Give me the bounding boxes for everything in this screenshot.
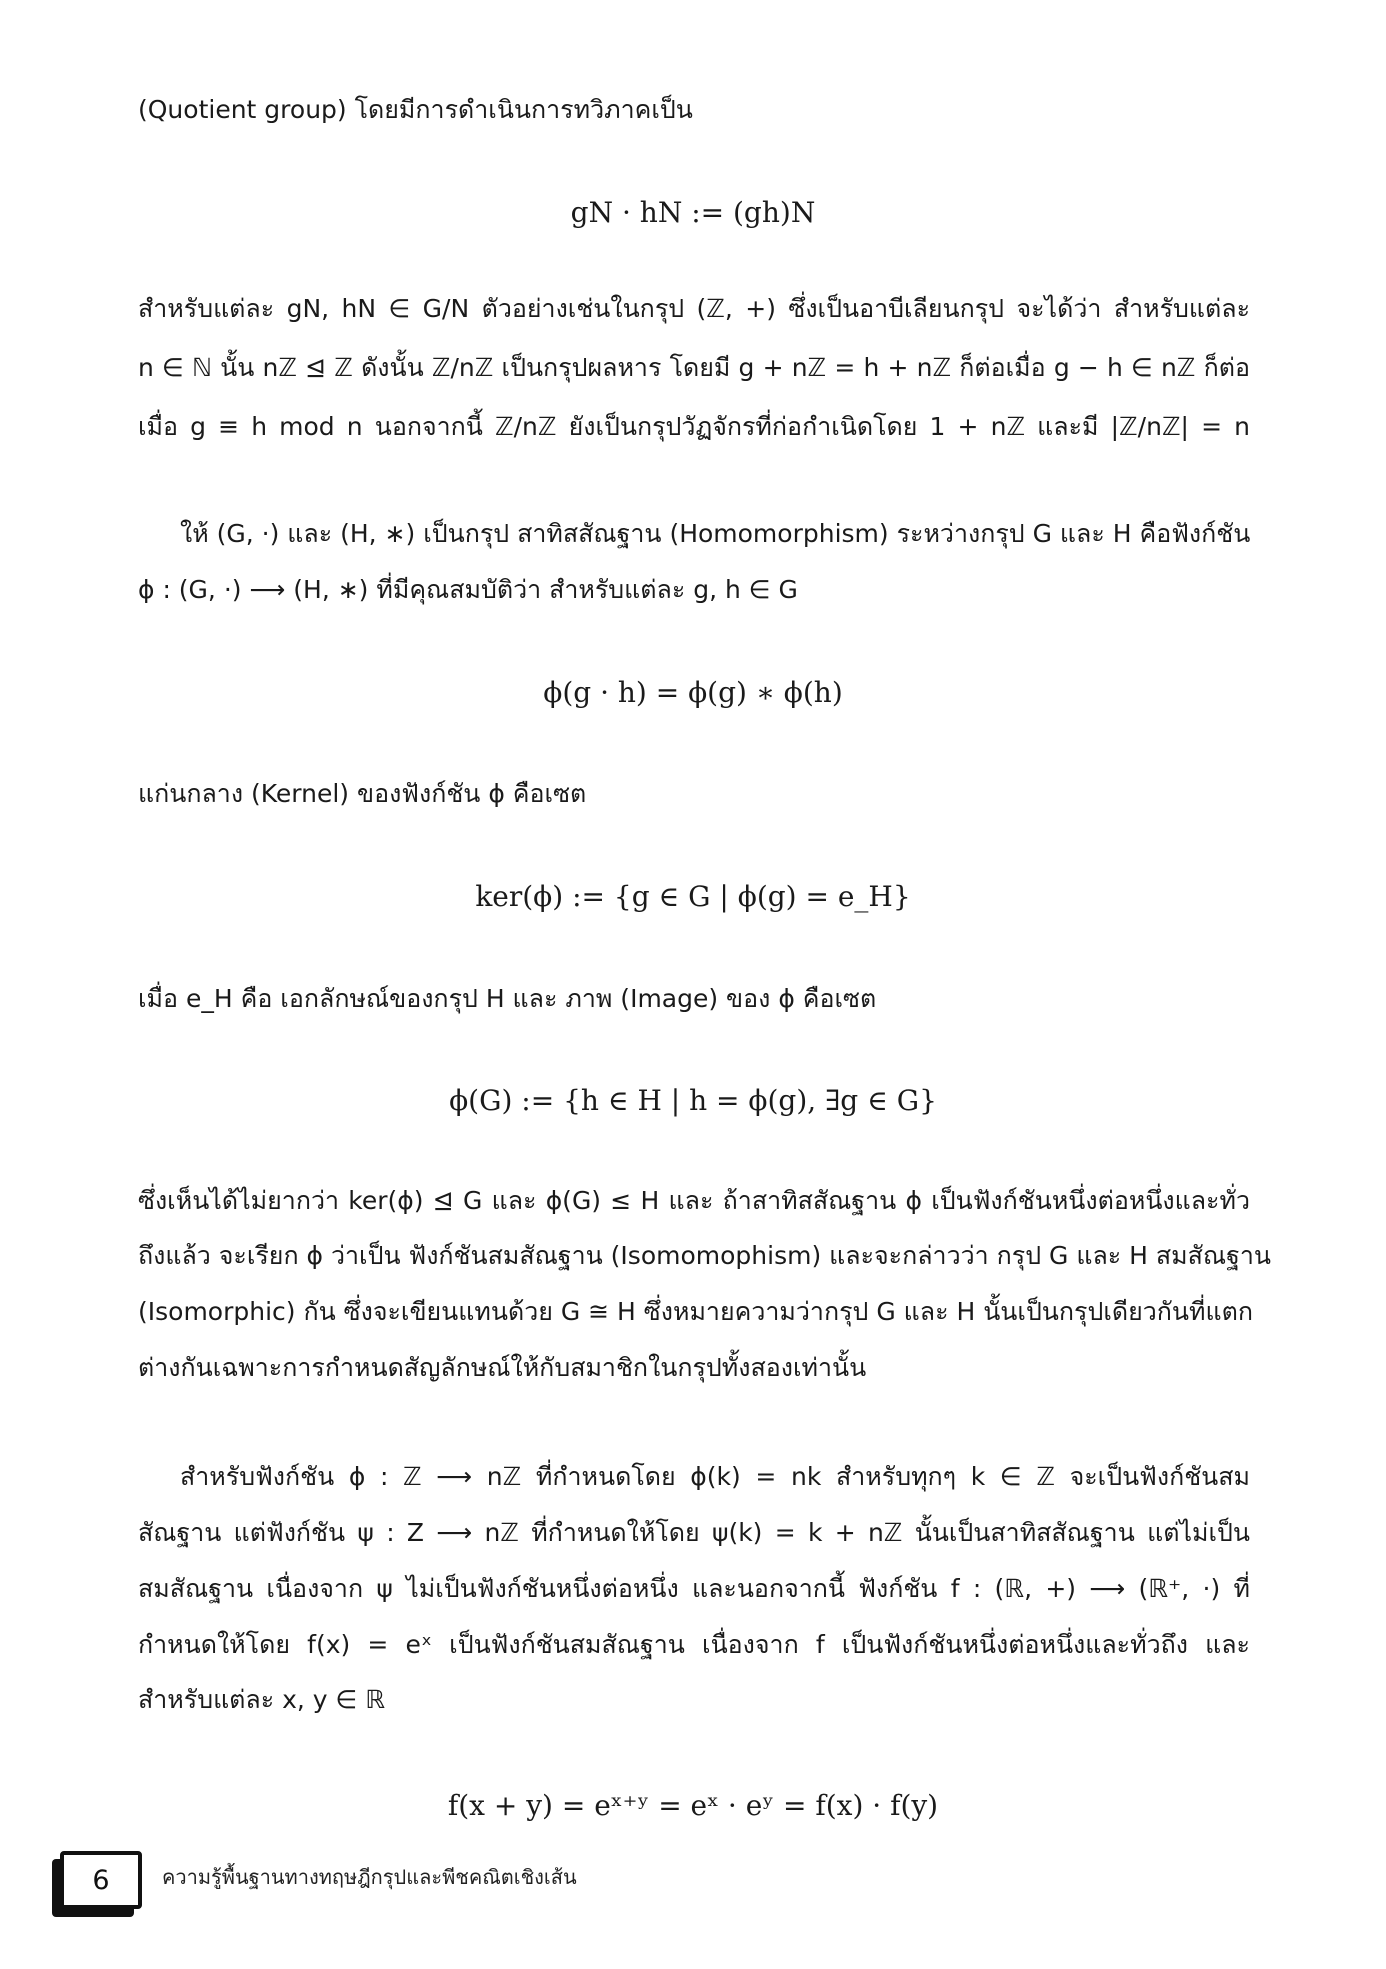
text-line: ϕ : (G, ·) ⟶ (H, ∗) ที่มีคุณสมบัติว่า สำหรับแต่ละ g, h ∈ G <box>138 575 798 604</box>
footer-book-title: ความรู้พื้นฐานทางทฤษฎีกรุปและพีชคณิตเชิงเส้น <box>162 1865 577 1889</box>
text-line: (Quotient group) โดยมีการดำเนินการทวิภาคเป็น <box>138 95 693 124</box>
equation-coset-product: gN · hN := (gh)N <box>570 196 816 229</box>
equation-image: ϕ(G) := {h ∈ H | h = ϕ(g), ∃g ∈ G} <box>449 1084 937 1117</box>
text-line: ซึ่งเห็นได้ไม่ยากว่า ker(ϕ) ⊴ G และ ϕ(G) ≤ H และ ถ้าสาทิสสัณฐาน ϕ เป็นฟังก์ชันหนึ่งต่อหนึ่งและทั่ว <box>138 1186 1250 1215</box>
page-number: 6 <box>60 1851 142 1909</box>
text-line: n ∈ ℕ นั้น nℤ ⊴ ℤ ดังนั้น ℤ/nℤ เป็นกรุปผลหาร โดยมี g + nℤ = h + nℤ ก็ต่อเมื่อ g − h ∈ nℤ ก็ต่อ <box>138 353 1250 382</box>
equation-exponential: f(x + y) = eˣ⁺ʸ = eˣ · eʸ = f(x) · f(y) <box>447 1789 939 1822</box>
equation-kernel: ker(ϕ) := {g ∈ G | ϕ(g) = e_H} <box>475 880 911 913</box>
text-line: แก่นกลาง (Kernel) ของฟังก์ชัน ϕ คือเซต <box>138 779 587 808</box>
text-line: (Isomorphic) กัน ซึ่งจะเขียนแทนด้วย G ≅ H ซึ่งหมายความว่ากรุป G และ H นั้นเป็นกรุปเดียวกันที่แตก <box>138 1297 1253 1326</box>
text-line: ถึงแล้ว จะเรียก ϕ ว่าเป็น ฟังก์ชันสมสัณฐาน (Isomomophism) และจะกล่าวว่า กรุป G และ H สมสัณฐาน <box>138 1241 1272 1270</box>
text-line: สำหรับแต่ละ x, y ∈ ℝ <box>138 1685 386 1714</box>
text-line: สัณฐาน แต่ฟังก์ชัน ψ : Z ⟶ nℤ ที่กำหนดให้โดย ψ(k) = k + nℤ นั้นเป็นสาทิสสัณฐาน แต่ไม่เป็น <box>138 1518 1250 1547</box>
text-line: เมื่อ g ≡ h mod n นอกจากนี้ ℤ/nℤ ยังเป็นกรุปวัฏจักรที่ก่อกำเนิดโดย 1 + nℤ และมี |ℤ/nℤ| = n <box>138 412 1250 441</box>
text-line: ให้ (G, ·) และ (H, ∗) เป็นกรุป สาทิสสัณฐาน (Homomorphism) ระหว่างกรุป G และ H คือฟังก์ชัน <box>180 519 1251 548</box>
text-line: สำหรับแต่ละ gN, hN ∈ G/N ตัวอย่างเช่นในกรุป (ℤ, +) ซึ่งเป็นอาบีเลียนกรุป จะได้ว่า สำหรับแต่ละ <box>138 294 1250 323</box>
text-line: กำหนดให้โดย f(x) = eˣ เป็นฟังก์ชันสมสัณฐาน เนื่องจาก f เป็นฟังก์ชันหนึ่งต่อหนึ่งและทั่วถึง และ <box>138 1630 1250 1659</box>
text-line: ต่างกันเฉพาะการกำหนดสัญลักษณ์ให้กับสมาชิกในกรุปทั้งสองเท่านั้น <box>138 1353 867 1382</box>
text-line: สำหรับฟังก์ชัน ϕ : ℤ ⟶ nℤ ที่กำหนดโดย ϕ(k) = nk สำหรับทุกๆ k ∈ ℤ จะเป็นฟังก์ชันสม <box>180 1462 1250 1491</box>
text-line: เมื่อ e_H คือ เอกลักษณ์ของกรุป H และ ภาพ (Image) ของ ϕ คือเซต <box>138 984 877 1013</box>
text-line: สมสัณฐาน เนื่องจาก ψ ไม่เป็นฟังก์ชันหนึ่งต่อหนึ่ง และนอกจากนี้ ฟังก์ชัน f : (ℝ, +) ⟶ (ℝ⁺, ·) ที่ <box>138 1574 1250 1603</box>
equation-homomorphism: ϕ(g · h) = ϕ(g) ∗ ϕ(h) <box>543 676 843 709</box>
